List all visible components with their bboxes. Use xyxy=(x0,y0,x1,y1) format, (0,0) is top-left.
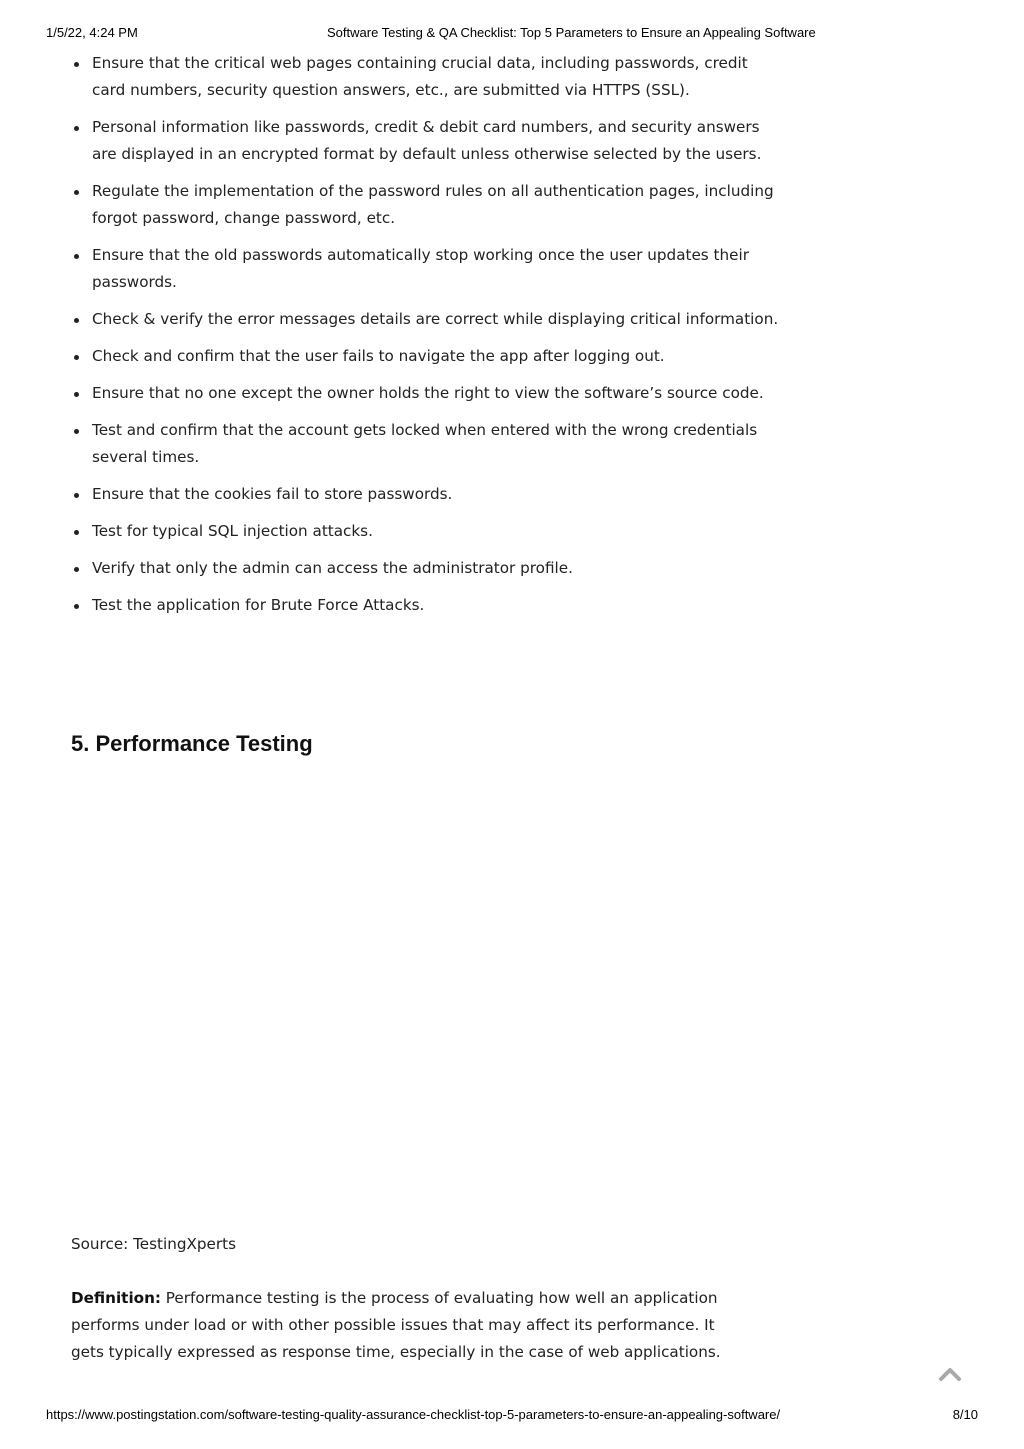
bullet-icon xyxy=(74,126,79,131)
list-item xyxy=(92,178,781,232)
definition-paragraph xyxy=(71,1285,751,1366)
list-item-text: Ensure that the critical web pages containing crucial data, including passwords, credit card numbers, security question answers, etc., are submitted via HTTPS (SSL). xyxy=(92,54,748,99)
list-item xyxy=(92,555,781,582)
bullet-icon xyxy=(74,567,79,572)
scroll-to-top-button[interactable] xyxy=(936,1362,964,1386)
definition-text: Performance testing is the process of evaluating how well an application performs under load or with other possible issues that may affect its performance. It gets typically expressed as response time, especially in the case of web applications. xyxy=(71,1289,721,1361)
bullet-icon xyxy=(74,530,79,535)
list-item xyxy=(92,592,781,619)
definition-label: Definition: xyxy=(71,1289,161,1307)
bullet-icon xyxy=(74,604,79,609)
article-image-placeholder xyxy=(71,780,781,1220)
list-item xyxy=(92,518,781,545)
print-page-title: Software Testing & QA Checklist: Top 5 Parameters to Ensure an Appealing Software xyxy=(327,25,816,40)
list-item xyxy=(92,242,781,296)
print-url: https://www.postingstation.com/software-testing-quality-assurance-checklist-top-5-parameters-to-ensure-an-appealing-software/ xyxy=(46,1407,781,1422)
image-source-caption: Source: TestingXperts xyxy=(71,1235,236,1253)
bullet-icon xyxy=(74,429,79,434)
list-item-text: Ensure that no one except the owner holds the right to view the software’s source code. xyxy=(92,384,764,402)
chevron-up-icon xyxy=(936,1362,964,1386)
list-item-text: Test for typical SQL injection attacks. xyxy=(92,522,373,540)
bullet-icon xyxy=(74,254,79,259)
list-item-text: Regulate the implementation of the password rules on all authentication pages, including forgot password, change password, etc. xyxy=(92,182,774,227)
list-item-text: Personal information like passwords, credit & debit card numbers, and security answers are displayed in an encrypted format by default unless otherwise selected by the users. xyxy=(92,118,762,163)
security-checklist xyxy=(71,50,781,619)
list-item-text: Test and confirm that the account gets locked when entered with the wrong credentials several times. xyxy=(92,421,758,466)
list-item-text: Ensure that the cookies fail to store passwords. xyxy=(92,485,453,503)
bullet-icon xyxy=(74,318,79,323)
print-header xyxy=(0,25,1024,43)
bullet-icon xyxy=(74,190,79,195)
bullet-icon xyxy=(74,62,79,67)
page-number: 8/10 xyxy=(952,1407,978,1422)
bullet-icon xyxy=(74,493,79,498)
list-item-text: Check and confirm that the user fails to navigate the app after logging out. xyxy=(92,347,665,365)
list-item-text: Test the application for Brute Force Attacks. xyxy=(92,596,425,614)
list-item xyxy=(92,343,781,370)
list-item xyxy=(92,481,781,508)
list-item xyxy=(92,380,781,407)
list-item xyxy=(92,306,781,333)
list-item-text: Check & verify the error messages details are correct while displaying critical information. xyxy=(92,310,779,328)
print-datetime: 1/5/22, 4:24 PM xyxy=(46,25,138,40)
article-body xyxy=(71,50,781,629)
print-footer xyxy=(0,1407,1024,1425)
list-item-text: Verify that only the admin can access the administrator profile. xyxy=(92,559,573,577)
list-item xyxy=(92,50,781,104)
list-item-text: Ensure that the old passwords automatically stop working once the user updates their passwords. xyxy=(92,246,749,291)
bullet-icon xyxy=(74,392,79,397)
list-item xyxy=(92,417,781,471)
bullet-icon xyxy=(74,355,79,360)
list-item xyxy=(92,114,781,168)
section-heading: 5. Performance Testing xyxy=(71,731,313,756)
